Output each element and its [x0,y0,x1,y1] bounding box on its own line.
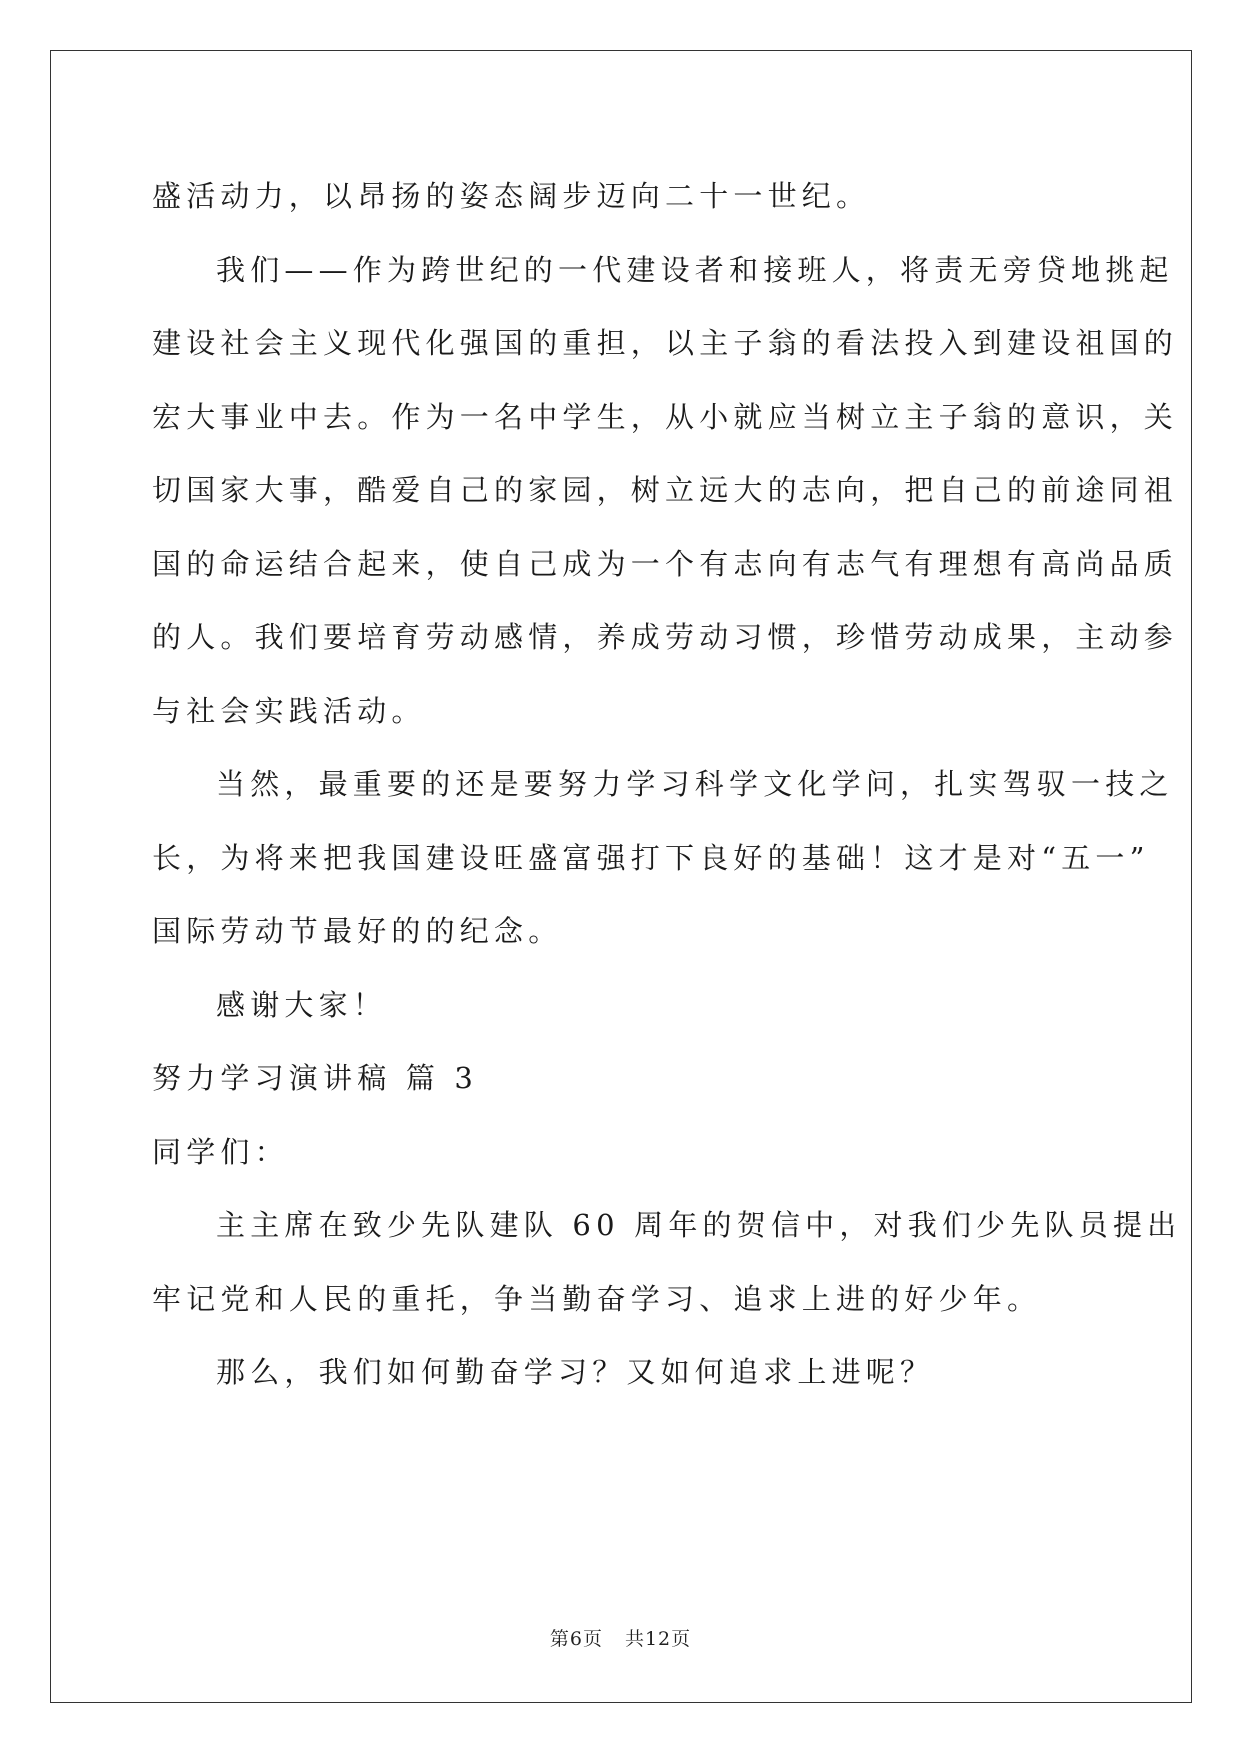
text-line: 同学们： [152,1134,289,1169]
paragraph [152,969,1092,1043]
paragraph [152,1116,1092,1190]
paragraph [152,1189,1182,1336]
text-line: 主主席在致少先队建队 60 周年的贺信中，对我们少先队员提出 [216,1208,1182,1242]
paragraph [152,234,1179,749]
text-line: 长，为将来把我国建设旺盛富强打下良好的基础！这才是对“五一” [152,840,1150,875]
document-body [152,160,1182,1410]
paragraph [152,1336,1092,1410]
text-line: 的人。我们要培育劳动感情，养成劳动习惯，珍惜劳动成果，主动参 [152,620,1179,654]
text-line: 切国家大事，酷爱自己的家园，树立远大的志向，把自己的前途同祖 [152,473,1179,507]
text-line: 盛活动力，以昂扬的姿态阔步迈向二十一世纪。 [152,179,871,213]
text-line: 努力学习演讲稿 篇 3 [152,1061,479,1095]
current-page-label: 第6页 [549,1628,603,1650]
paragraph [152,160,1092,234]
text-line: 感谢大家！ [216,987,388,1022]
text-line: 国际劳动节最好的的纪念。 [152,914,563,948]
page-footer [0,1624,1241,1651]
text-line: 宏大事业中去。作为一名中学生，从小就应当树立主子翁的意识，关 [152,399,1179,434]
text-line: 我们——作为跨世纪的一代建设者和接班人，将责无旁贷地挑起 [216,252,1174,287]
paragraph [152,748,1174,969]
text-line: 牢记党和人民的重托，争当勤奋学习、追求上进的好少年。 [152,1281,1042,1316]
text-line: 建设社会主义现代化强国的重担，以主子翁的看法投入到建设祖国的 [152,326,1179,360]
paragraph [152,1042,1092,1116]
text-line: 那么，我们如何勤奋学习？又如何追求上进呢？ [216,1355,935,1389]
text-line: 与社会实践活动。 [152,693,426,728]
total-pages-label: 共12页 [624,1628,692,1650]
text-line: 国的命运结合起来，使自己成为一个有志向有志气有理想有高尚品质 [152,546,1179,581]
text-line: 当然，最重要的还是要努力学习科学文化学问，扎实驾驭一技之 [216,767,1174,801]
